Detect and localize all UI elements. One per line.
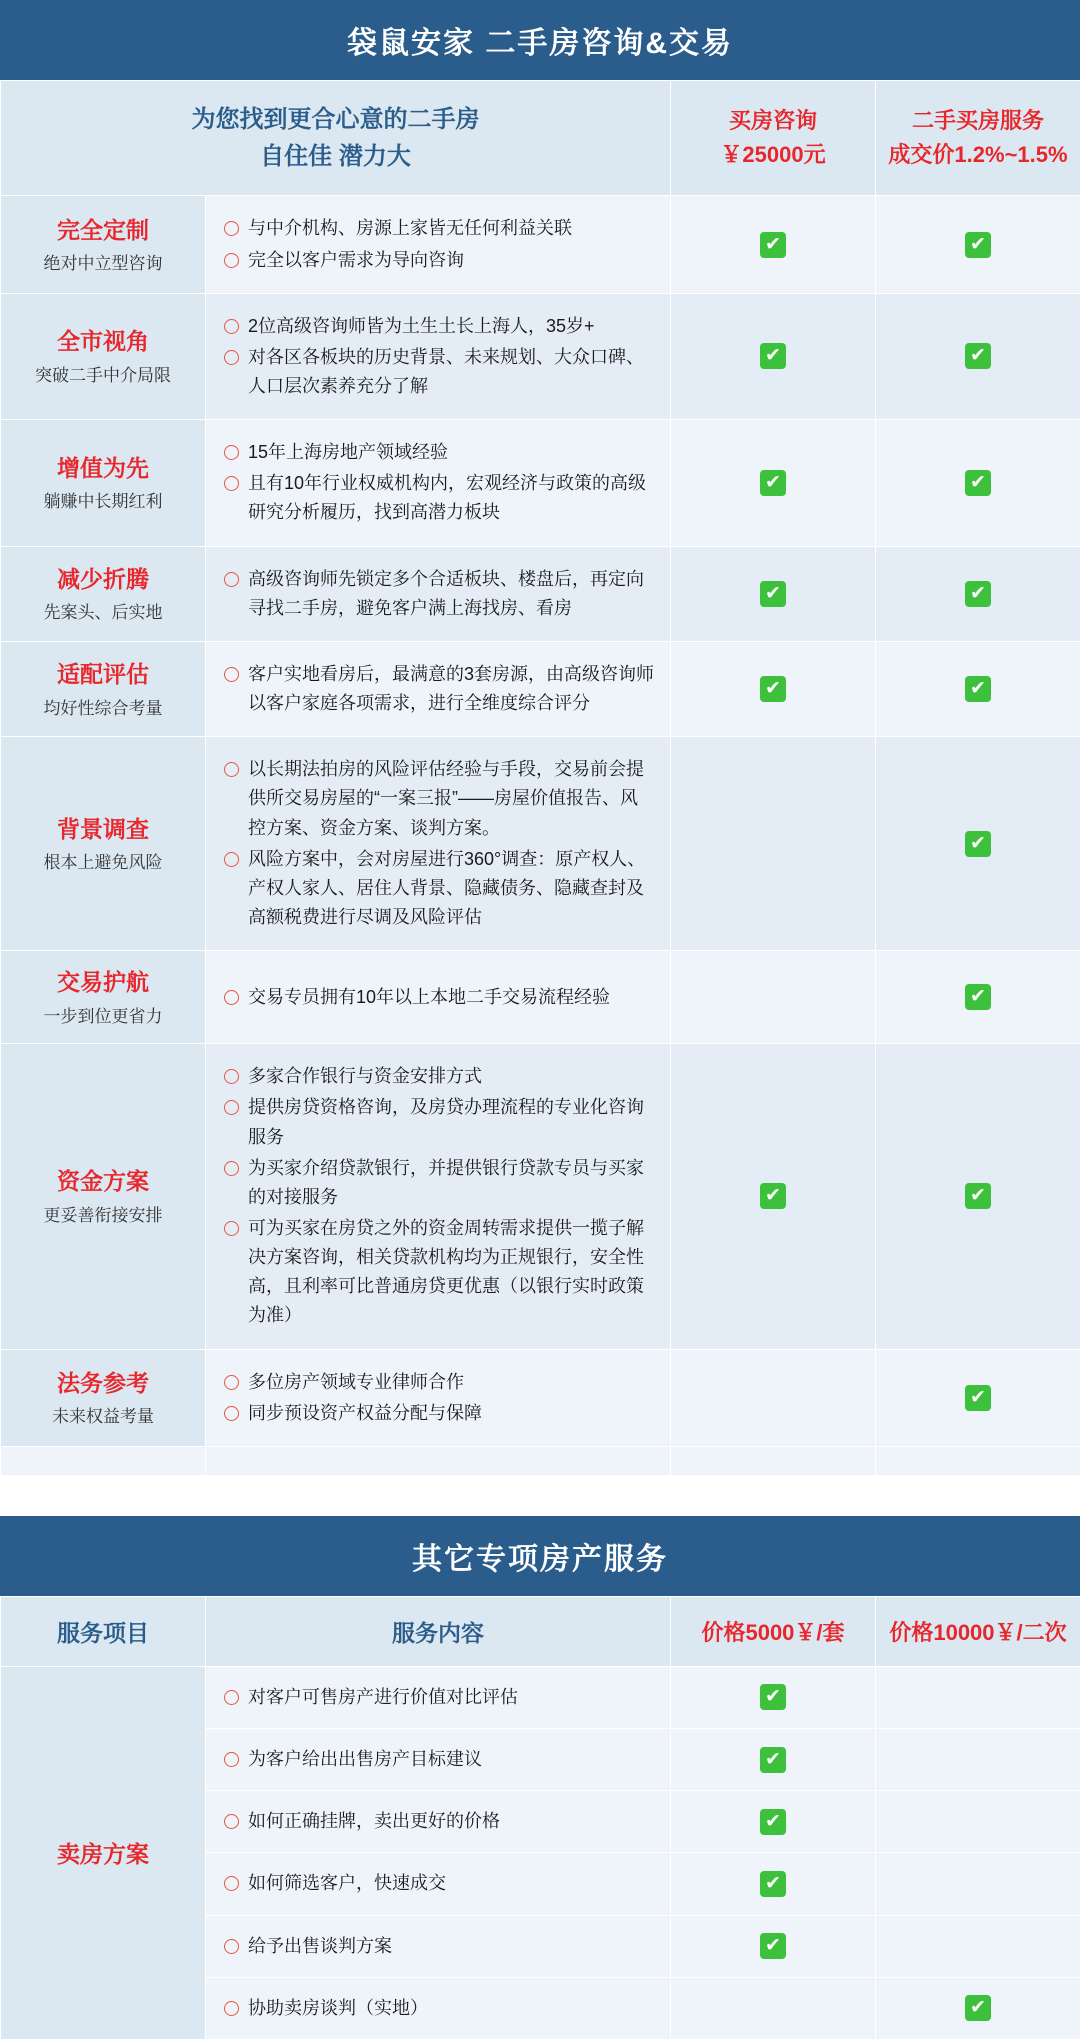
bullet-text: 如何筛选客户，快速成交: [248, 1869, 654, 1898]
section2-price2-mark: [876, 1853, 1080, 1915]
row-category-subtitle: 绝对中立型咨询: [9, 251, 197, 277]
header-transaction-line2: 成交价1.2%~1.5%: [882, 138, 1074, 172]
bullet-item: [224, 755, 654, 842]
bullet-text: 对各区各板块的历史背景、未来规划、大众口碑、人口层次素养充分了解: [248, 343, 654, 401]
bullet-circle-icon: [224, 990, 239, 1005]
table-row: [1, 196, 1080, 293]
bullet-circle-icon: [224, 1161, 239, 1176]
section2-price1-mark: [671, 1791, 876, 1853]
section2-price2-mark: [876, 1977, 1080, 2039]
section2-header-item: [1, 1596, 206, 1666]
check-icon: ✔: [965, 1995, 991, 2021]
check-icon: ✔: [760, 1684, 786, 1710]
row-category-title: 全市视角: [9, 324, 197, 359]
check-icon: ✔: [760, 1871, 786, 1897]
bullet-circle-icon: [224, 350, 239, 365]
row-description-cell: [206, 293, 671, 419]
header-consult-cell: [671, 81, 876, 196]
row-transaction-mark: [876, 951, 1080, 1044]
header-left-line1: 为您找到更合心意的二手房: [7, 101, 664, 138]
row-consult-mark: [671, 737, 876, 951]
bullet-item: [224, 312, 654, 341]
bullet-item: [224, 1214, 654, 1331]
bullet-text: 完全以客户需求为导向咨询: [248, 246, 654, 275]
bullet-text: 为客户给出出售房产目标建议: [248, 1745, 654, 1774]
main-banner-title: 袋鼠安家 二手房咨询&交易: [0, 0, 1080, 80]
bullet-circle-icon: [224, 221, 239, 236]
bullet-text: 对客户可售房产进行价值对比评估: [248, 1683, 654, 1712]
bullet-text: 以长期法拍房的风险评估经验与手段，交易前会提供所交易房屋的“一案三报”——房屋价值报告、风控方案、资金方案、谈判方案。: [248, 755, 654, 842]
table-row: [1, 641, 1080, 736]
row-transaction-mark: [876, 1349, 1080, 1446]
bullet-text: 与中介机构、房源上家皆无任何利益关联: [248, 214, 654, 243]
bullet-item: [224, 343, 654, 401]
bullet-circle-icon: [224, 253, 239, 268]
check-icon: ✔: [760, 343, 786, 369]
check-icon: ✔: [965, 470, 991, 496]
section2-table: [0, 1596, 1080, 2040]
row-category-title: 背景调查: [9, 812, 197, 847]
check-icon: ✔: [965, 581, 991, 607]
bullet-item: [224, 214, 654, 243]
section2-header-item-label: 服务项目: [57, 1620, 149, 1646]
bullet-circle-icon: [224, 667, 239, 682]
bullet-item: [224, 565, 654, 623]
row-category-cell: [1, 641, 206, 736]
row-category-title: 完全定制: [9, 213, 197, 248]
section2-description-cell: [206, 1791, 671, 1853]
row-consult-mark: [671, 420, 876, 546]
row-category-cell: [1, 420, 206, 546]
bullet-item: [224, 1683, 654, 1712]
row-category-cell: [1, 1349, 206, 1446]
bullet-circle-icon: [224, 1876, 239, 1891]
check-icon: ✔: [760, 1809, 786, 1835]
section2-header-price1: [671, 1596, 876, 1666]
bullet-text: 如何正确挂牌，卖出更好的价格: [248, 1807, 654, 1836]
row-consult-mark: [671, 951, 876, 1044]
row-category-cell: [1, 737, 206, 951]
row-description-cell: [206, 1044, 671, 1349]
section2-price1-mark: [671, 1915, 876, 1977]
bullet-text: 可为买家在房贷之外的资金周转需求提供一揽子解决方案咨询，相关贷款机构均为正规银行，安全性高，且利率可比普通房贷更优惠（以银行实时政策为准）: [248, 1214, 654, 1331]
row-category-subtitle: 根本上避免风险: [9, 850, 197, 876]
header-consult-line2: ￥25000元: [677, 138, 869, 172]
table-header-row: [1, 81, 1080, 196]
table-row: [1, 293, 1080, 419]
header-transaction-line1: 二手买房服务: [882, 104, 1074, 138]
check-icon: ✔: [965, 1183, 991, 1209]
bullet-text: 提供房贷资格咨询，及房贷办理流程的专业化咨询服务: [248, 1093, 654, 1151]
bullet-item: [224, 1062, 654, 1091]
bullet-text: 同步预设资产权益分配与保障: [248, 1399, 654, 1428]
bullet-text: 15年上海房地产领域经验: [248, 438, 654, 467]
bullet-item: [224, 1994, 654, 2023]
bullet-circle-icon: [224, 1375, 239, 1390]
bullet-text: 多家合作银行与资金安排方式: [248, 1062, 654, 1091]
row-transaction-mark: [876, 1044, 1080, 1349]
header-consult-line1: 买房咨询: [677, 104, 869, 138]
row-category-title: 增值为先: [9, 451, 197, 486]
section2-header-content: [206, 1596, 671, 1666]
bullet-item: [224, 845, 654, 932]
check-icon: ✔: [965, 676, 991, 702]
services-table: [0, 80, 1080, 1476]
section2-description-cell: [206, 1915, 671, 1977]
section2-price1-mark: [671, 1729, 876, 1791]
check-icon: ✔: [965, 232, 991, 258]
check-icon: ✔: [965, 343, 991, 369]
section2-header-price2-label: 价格10000￥/二次: [889, 1620, 1066, 1645]
bullet-circle-icon: [224, 1939, 239, 1954]
bullet-text: 客户实地看房后，最满意的3套房源，由高级咨询师以客户家庭各项需求，进行全维度综合评分: [248, 660, 654, 718]
bullet-item: [224, 660, 654, 718]
check-icon: ✔: [965, 1385, 991, 1411]
row-category-subtitle: 一步到位更省力: [9, 1004, 197, 1030]
check-icon: ✔: [760, 1747, 786, 1773]
bullet-item: [224, 1869, 654, 1898]
header-left-cell: [1, 81, 671, 196]
row-description-cell: [206, 420, 671, 546]
section2-header-price1-label: 价格5000￥/套: [701, 1620, 844, 1645]
table-bottom-gap: [1, 1446, 1080, 1475]
bullet-item: [224, 1368, 654, 1397]
bullet-circle-icon: [224, 1406, 239, 1421]
row-category-subtitle: 先案头、后实地: [9, 600, 197, 626]
bullet-item: [224, 1093, 654, 1151]
table-row: [1, 951, 1080, 1044]
row-consult-mark: [671, 546, 876, 641]
section2-header-price2: [876, 1596, 1080, 1666]
bullet-circle-icon: [224, 1221, 239, 1236]
gap-cell: [206, 1446, 671, 1475]
bullet-circle-icon: [224, 319, 239, 334]
row-consult-mark: [671, 293, 876, 419]
bullet-text: 高级咨询师先锁定多个合适板块、楼盘后，再定向寻找二手房，避免客户满上海找房、看房: [248, 565, 654, 623]
section2-banner-title: 其它专项房产服务: [0, 1516, 1080, 1596]
section2-price2-mark: [876, 1666, 1080, 1728]
bullet-item: [224, 246, 654, 275]
bullet-text: 为买家介绍贷款银行，并提供银行贷款专员与买家的对接服务: [248, 1154, 654, 1212]
table-row: [1, 546, 1080, 641]
bullet-circle-icon: [224, 1069, 239, 1084]
bullet-text: 协助卖房谈判（实地）: [248, 1994, 654, 2023]
row-description-cell: [206, 196, 671, 293]
row-consult-mark: [671, 1044, 876, 1349]
check-icon: ✔: [760, 232, 786, 258]
section2-description-cell: [206, 1853, 671, 1915]
bullet-item: [224, 469, 654, 527]
row-category-cell: [1, 951, 206, 1044]
row-description-cell: [206, 1349, 671, 1446]
gap-cell: [876, 1446, 1080, 1475]
bullet-circle-icon: [224, 852, 239, 867]
check-icon: ✔: [760, 581, 786, 607]
section2-price2-mark: [876, 1915, 1080, 1977]
services-table-body: [1, 196, 1080, 1476]
bullet-item: [224, 438, 654, 467]
section2-price2-mark: [876, 1791, 1080, 1853]
row-transaction-mark: [876, 196, 1080, 293]
bullet-item: [224, 983, 654, 1012]
bullet-text: 给予出售谈判方案: [248, 1932, 654, 1961]
row-category-cell: [1, 293, 206, 419]
bullet-circle-icon: [224, 1814, 239, 1829]
row-description-cell: [206, 737, 671, 951]
bullet-text: 且有10年行业权威机构内，宏观经济与政策的高级研究分析履历，找到高潜力板块: [248, 469, 654, 527]
section2-description-cell: [206, 1666, 671, 1728]
section2-price1-mark: [671, 1666, 876, 1728]
row-consult-mark: [671, 641, 876, 736]
bullet-circle-icon: [224, 762, 239, 777]
bullet-text: 2位高级咨询师皆为土生土长上海人，35岁+: [248, 312, 654, 341]
bullet-text: 多位房产领域专业律师合作: [248, 1368, 654, 1397]
row-category-subtitle: 更妥善衔接安排: [9, 1203, 197, 1229]
row-transaction-mark: [876, 293, 1080, 419]
bullet-circle-icon: [224, 2001, 239, 2016]
row-description-cell: [206, 951, 671, 1044]
table-row: [1, 1044, 1080, 1349]
bullet-circle-icon: [224, 1100, 239, 1115]
row-category-subtitle: 躺赚中长期红利: [9, 489, 197, 515]
row-transaction-mark: [876, 737, 1080, 951]
bullet-item: [224, 1154, 654, 1212]
row-category-cell: [1, 546, 206, 641]
section2-header-row: [1, 1596, 1080, 1666]
bullet-item: [224, 1745, 654, 1774]
row-category-title: 减少折腾: [9, 562, 197, 597]
row-category-subtitle: 未来权益考量: [9, 1404, 197, 1430]
table-row: [1, 420, 1080, 546]
row-transaction-mark: [876, 641, 1080, 736]
row-transaction-mark: [876, 546, 1080, 641]
row-category-title: 法务参考: [9, 1366, 197, 1401]
section2-table-body: [1, 1666, 1080, 2039]
row-category-subtitle: 突破二手中介局限: [9, 363, 197, 389]
table-row: [1, 737, 1080, 951]
check-icon: ✔: [965, 831, 991, 857]
row-category-cell: [1, 1044, 206, 1349]
row-consult-mark: [671, 1349, 876, 1446]
bullet-circle-icon: [224, 572, 239, 587]
row-category-title: 交易护航: [9, 965, 197, 1000]
bullet-circle-icon: [224, 1690, 239, 1705]
section2-table-row: [1, 1666, 1080, 1728]
gap-cell: [671, 1446, 876, 1475]
row-category-subtitle: 均好性综合考量: [9, 696, 197, 722]
bullet-item: [224, 1399, 654, 1428]
bullet-circle-icon: [224, 476, 239, 491]
section2-header-content-label: 服务内容: [392, 1620, 484, 1646]
check-icon: ✔: [760, 470, 786, 496]
check-icon: ✔: [965, 984, 991, 1010]
section2-price2-mark: [876, 1729, 1080, 1791]
section2-description-cell: [206, 1729, 671, 1791]
section-divider: [0, 1476, 1080, 1516]
table-row: [1, 1349, 1080, 1446]
row-description-cell: [206, 641, 671, 736]
row-category-title: 资金方案: [9, 1164, 197, 1199]
row-category-title: 适配评估: [9, 657, 197, 692]
bullet-text: 风险方案中，会对房屋进行360°调查：原产权人、产权人家人、居住人背景、隐藏债务、隐藏查封及高额税费进行尽调及风险评估: [248, 845, 654, 932]
section2-price1-mark: [671, 1977, 876, 2039]
row-description-cell: [206, 546, 671, 641]
header-transaction-cell: [876, 81, 1080, 196]
header-left-line2: 自住佳 潜力大: [7, 138, 664, 175]
check-icon: ✔: [760, 1933, 786, 1959]
row-category-cell: [1, 196, 206, 293]
bullet-item: [224, 1932, 654, 1961]
check-icon: ✔: [760, 1183, 786, 1209]
check-icon: ✔: [760, 676, 786, 702]
row-transaction-mark: [876, 420, 1080, 546]
section2-category-cell: 卖房方案: [1, 1666, 206, 2039]
gap-cell: [1, 1446, 206, 1475]
row-consult-mark: [671, 196, 876, 293]
bullet-text: 交易专员拥有10年以上本地二手交易流程经验: [248, 983, 654, 1012]
section2-price1-mark: [671, 1853, 876, 1915]
bullet-circle-icon: [224, 445, 239, 460]
section2-description-cell: [206, 1977, 671, 2039]
bullet-item: [224, 1807, 654, 1836]
bullet-circle-icon: [224, 1752, 239, 1767]
